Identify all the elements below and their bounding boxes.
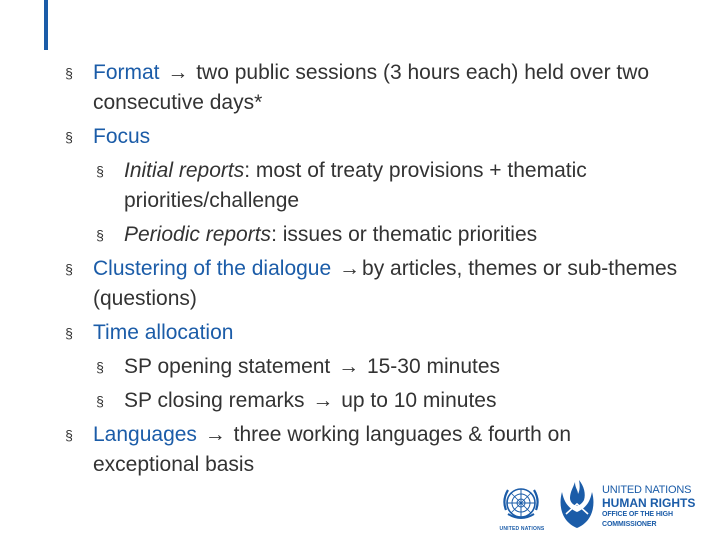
- bullet-glyph: §: [65, 427, 73, 443]
- sub-bullet-initial-reports: [62, 156, 682, 216]
- bullet-text: up to 10 minutes: [341, 389, 497, 412]
- sub-bullet-closing-remarks: [62, 386, 682, 416]
- bullet-text: 15-30 minutes: [366, 355, 501, 378]
- bullet-item-format: [62, 58, 682, 118]
- bullet-item-clustering: [62, 254, 682, 314]
- sub-bullet-opening-statement: [62, 352, 682, 382]
- bullet-glyph: §: [96, 393, 104, 409]
- un-emblem-icon: [498, 480, 544, 526]
- bullet-glyph: §: [65, 261, 73, 277]
- hr-line-human-rights: HUMAN RIGHTS: [602, 496, 696, 510]
- bullet-item-focus: [62, 122, 682, 152]
- hr-line-un: UNITED NATIONS: [602, 484, 692, 496]
- arrow-icon: →: [339, 257, 361, 280]
- arrow-icon: →: [312, 389, 334, 412]
- bullet-glyph: §: [65, 129, 73, 145]
- human-rights-emblem-icon: [556, 474, 598, 530]
- sub-bullet-periodic-reports: [62, 220, 682, 250]
- bullet-term: Languages: [93, 423, 197, 446]
- bullet-glyph: §: [96, 359, 104, 375]
- bullet-glyph: §: [96, 163, 104, 179]
- bullet-italic-term: Periodic reports: [124, 223, 272, 246]
- bullet-text: two public sessions (3 hours each) held over two consecutive days*: [93, 61, 650, 114]
- title-accent-bar: [44, 0, 48, 50]
- bullet-italic-term: Initial reports: [124, 159, 245, 182]
- un-caption: UNITED NATIONS: [499, 526, 545, 532]
- hr-line-office: OFFICE OF THE HIGH COMMISSIONER: [602, 511, 673, 528]
- bullet-term: Clustering of the dialogue: [93, 257, 332, 280]
- bullet-text: : most of treaty provisions + thematic priorities/challenge: [124, 159, 587, 212]
- bullet-text: SP closing remarks: [124, 389, 305, 412]
- bullet-text: three working languages & fourth on exceptional basis: [93, 423, 572, 476]
- bullet-item-languages: [62, 420, 682, 480]
- arrow-icon: →: [338, 355, 360, 378]
- bullet-text: : issues or thematic priorities: [271, 223, 538, 246]
- bullet-term: Time allocation: [93, 321, 234, 344]
- bullet-glyph: §: [65, 325, 73, 341]
- logo-area: [492, 472, 720, 540]
- bullet-glyph: §: [96, 227, 104, 243]
- arrow-icon: →: [204, 423, 226, 446]
- bullet-item-time-allocation: [62, 318, 682, 348]
- bullet-text: by articles, themes or sub-themes (questions): [93, 257, 678, 310]
- bullet-list: [62, 58, 682, 484]
- arrow-icon: →: [167, 61, 189, 84]
- bullet-term: Focus: [93, 125, 151, 148]
- ohchr-wordmark: [602, 484, 720, 530]
- bullet-glyph: §: [65, 65, 73, 81]
- bullet-text: SP opening statement: [124, 355, 331, 378]
- bullet-term: Format: [93, 61, 160, 84]
